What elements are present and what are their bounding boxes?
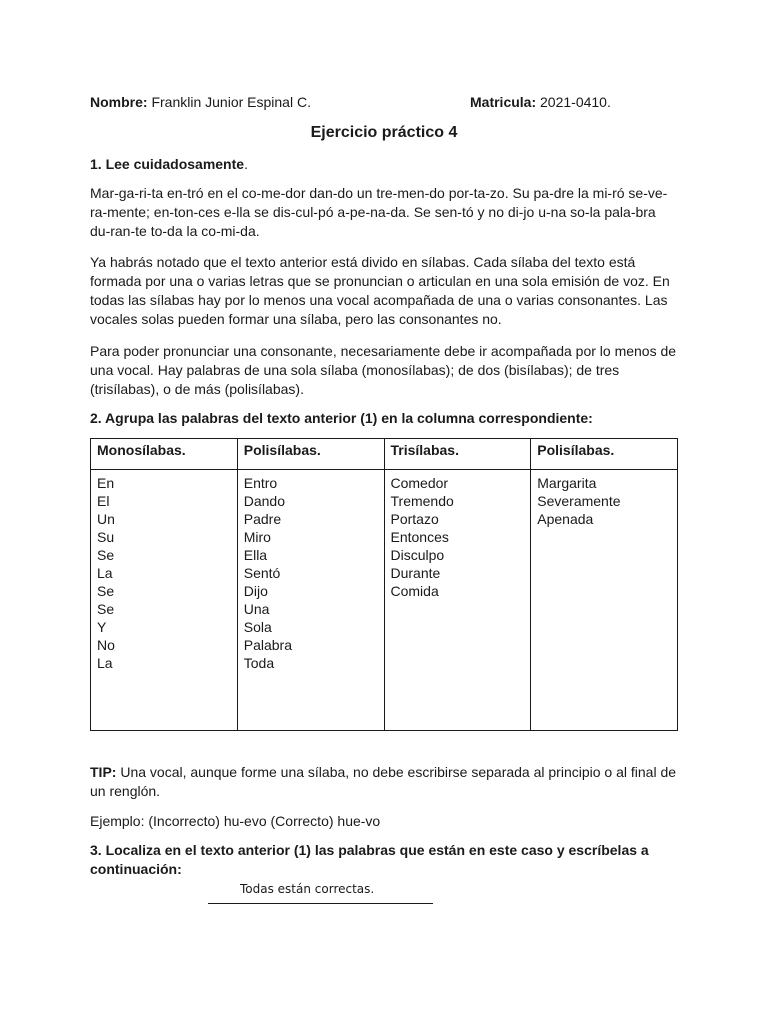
word-item: La xyxy=(97,565,113,581)
answer-text: Todas están correctas. xyxy=(240,882,375,896)
word-item: Apenada xyxy=(537,511,594,527)
matricula-label: Matricula: xyxy=(470,94,537,110)
word-item: Comedor xyxy=(390,475,449,491)
section1-paragraph-3: Para poder pronunciar una consonante, necesariamente debe ir acompañada por lo menos de una vocal. Hay palabras de una sola sílaba (monosílabas); de dos (bisílabas); de tres (trisílabas), o de más (polisílabas). xyxy=(90,343,677,397)
column-header-polisilabas-1: Polisílabas. xyxy=(237,439,384,470)
tip-label: TIP: xyxy=(90,764,117,780)
column-cell xyxy=(531,470,678,731)
word-item: Ella xyxy=(243,547,268,563)
section1-paragraph-2: Ya habrás notado que el texto anterior está divido en sílabas. Cada sílaba del texto está formada por una o varias letras que se pronuncian o articulan en una sola emisión de voz. En todas las sílabas hay por lo menos una vocal acompañada de una o varias consonantes. Las vocales solas pueden formar una sílaba, pero las consonantes no. xyxy=(90,254,670,327)
word-item: Tremendo xyxy=(390,493,454,509)
word-item: Padre xyxy=(243,511,282,527)
tip-paragraph xyxy=(90,763,678,801)
page-title: Ejercicio práctico 4 xyxy=(310,124,458,141)
section1-heading-text: 1. Lee cuidadosamente xyxy=(90,156,245,172)
student-name xyxy=(90,93,311,112)
word-item: Dijo xyxy=(243,583,268,599)
section3-heading: 3. Localiza en el texto anterior (1) las palabras que están en este caso y escríbelas a continuación: xyxy=(90,842,649,877)
student-id xyxy=(470,93,611,112)
word-item: Toda xyxy=(243,655,275,671)
word-item: Se xyxy=(97,583,115,599)
word-item: Un xyxy=(97,511,115,527)
word-item: Una xyxy=(243,601,270,617)
word-item: Miro xyxy=(243,529,271,545)
word-item: Severamente xyxy=(537,493,621,509)
table-row xyxy=(91,470,678,731)
column-cell xyxy=(237,470,384,731)
answer-line xyxy=(208,903,433,904)
section2-heading: 2. Agrupa las palabras del texto anterior (1) en la columna correspondiente: xyxy=(90,410,593,426)
name-label: Nombre: xyxy=(90,94,148,110)
name-value: Franklin Junior Espinal C. xyxy=(147,94,311,110)
syllable-table xyxy=(90,438,678,731)
column-header-trisilabas: Trisílabas. xyxy=(384,439,531,470)
header-line xyxy=(90,93,678,112)
word-item: No xyxy=(97,637,115,653)
word-item: Durante xyxy=(390,565,441,581)
word-item: Entro xyxy=(243,475,278,491)
word-item: Dando xyxy=(243,493,286,509)
matricula-value: 2021-0410. xyxy=(536,94,611,110)
word-item: Se xyxy=(97,547,115,563)
word-item: Disculpo xyxy=(390,547,445,563)
word-item: Margarita xyxy=(537,475,597,491)
column-cell xyxy=(384,470,531,731)
section1-heading-suffix: . xyxy=(244,156,248,172)
word-item: Se xyxy=(97,601,115,617)
word-item: Portazo xyxy=(390,511,439,527)
column-header-monosilabas: Monosílabas. xyxy=(91,439,238,470)
column-header-polisilabas-2: Polisílabas. xyxy=(531,439,678,470)
word-item: En xyxy=(97,475,115,491)
word-item: Palabra xyxy=(243,637,293,653)
word-item: Su xyxy=(97,529,115,545)
table-header-row xyxy=(91,439,678,470)
word-item: La xyxy=(97,655,113,671)
word-item: Sentó xyxy=(243,565,281,581)
tip-text: Una vocal, aunque forme una sílaba, no debe escribirse separada al principio o al final de un renglón. xyxy=(90,764,677,799)
word-item: Sola xyxy=(243,619,272,635)
section1-paragraph-1: Mar-ga-ri-ta en-tró en el co-me-dor dan-do un tre-men-do por-ta-zo. Su pa-dre la mi-ró se-ve-ra-mente; en-ton-ces e-lla se dis-cul-pó a-pe-na-da. Se sen-tó y no di-jo u-na so-la pala-bra du-ran-te to-da la co-mi-da. xyxy=(90,185,668,239)
word-item: El xyxy=(97,493,110,509)
column-cell xyxy=(91,470,238,731)
word-item: Comida xyxy=(390,583,439,599)
word-item: Entonces xyxy=(390,529,449,545)
example-line: Ejemplo: (Incorrecto) hu-evo (Correcto) hue-vo xyxy=(90,813,381,829)
word-item: Y xyxy=(97,619,107,635)
section1-heading xyxy=(90,155,678,174)
